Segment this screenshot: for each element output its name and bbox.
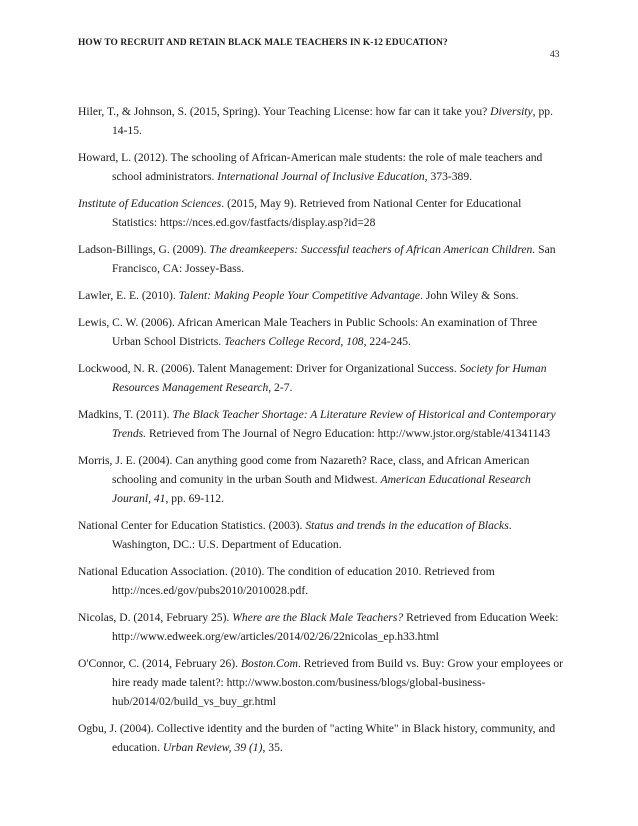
- reference-text: , 373-389.: [424, 170, 473, 183]
- reference-text: . Retrieved from Build vs. Buy: Grow your employees or hire ready made talent?: http://www.boston.com/business/blogs/global-business-hub/2014/02/build_vs_buy_gr.html: [112, 657, 563, 708]
- running-head: HOW TO RECRUIT AND RETAIN BLACK MALE TEACHERS IN K-12 EDUCATION?: [78, 38, 448, 48]
- reference-italic-text: Talent: Making People Your Competitive Advantage: [178, 289, 421, 302]
- reference-italic-text: The dreamkeepers: Successful teachers of African American Children.: [209, 243, 536, 256]
- reference-text: Ladson-Billings, G. (2009).: [78, 243, 210, 256]
- reference-entry: [78, 719, 564, 757]
- reference-italic-text: Boston.Com: [240, 657, 298, 670]
- reference-text: Hiler, T., & Johnson, S. (2015, Spring). Your Teaching License: how far can it take you?: [78, 105, 491, 118]
- reference-italic-text: Diversity: [490, 105, 533, 118]
- reference-entry: [78, 194, 564, 232]
- reference-entry: [78, 608, 564, 646]
- reference-text: Lawler, E. E. (2010).: [78, 289, 179, 302]
- reference-text: Lewis, C. W. (2006). African American Male Teachers in Public Schools: An examination of Three Urban School Districts.: [78, 316, 538, 348]
- reference-entry: [78, 148, 564, 186]
- reference-italic-text: Status and trends in the education of Blacks: [305, 519, 509, 532]
- reference-entry: [78, 516, 564, 554]
- reference-italic-text: International Journal of Inclusive Education: [217, 170, 425, 183]
- reference-italic-text: Teachers College Record, 108: [224, 335, 364, 348]
- reference-entry: [78, 286, 564, 305]
- reference-text: Nicolas, D. (2014, February 25).: [78, 611, 233, 624]
- reference-text: National Center for Education Statistics. (2003).: [78, 519, 306, 532]
- reference-entry: [78, 654, 564, 711]
- reference-text: , 35.: [262, 741, 283, 754]
- reference-entry: [78, 451, 564, 508]
- reference-italic-text: Society for Human Resources Management Research: [112, 362, 547, 394]
- reference-text: National Education Association. (2010). The condition of education 2010. Retrieved from http://nces.ed/gov/pubs2010/2010028.pdf.: [78, 565, 495, 597]
- reference-text: Morris, J. E. (2004). Can anything good come from Nazareth? Race, class, and African American schooling and comunity in the urban South and Midwest.: [78, 454, 530, 486]
- reference-entry: [78, 359, 564, 397]
- reference-text: San Francisco, CA: Jossey-Bass.: [112, 243, 556, 275]
- reference-italic-text: Institute of Education Sciences: [78, 197, 222, 210]
- reference-list: [78, 102, 564, 765]
- reference-italic-text: Urban Review, 39 (1): [162, 741, 263, 754]
- reference-text: . Washington, DC.: U.S. Department of Education.: [112, 519, 512, 551]
- reference-text: Madkins, T. (2011).: [78, 408, 173, 421]
- reference-text: , 224-245.: [363, 335, 411, 348]
- reference-text: . John Wiley & Sons.: [420, 289, 519, 302]
- reference-italic-text: Where are the Black Male Teachers?: [232, 611, 404, 624]
- reference-text: . (2015, May 9). Retrieved from National Center for Educational Statistics: https://nces.ed.gov/fastfacts/display.asp?id=28: [112, 197, 522, 229]
- reference-entry: [78, 562, 564, 600]
- reference-italic-text: The Black Teacher Shortage: A Literature Review of Historical and Contemporary Trends.: [112, 408, 556, 440]
- reference-text: Retrieved from The Journal of Negro Education: http://www.jstor.org/stable/41341143: [146, 427, 551, 440]
- reference-text: Howard, L. (2012). The schooling of African-American male students: the role of male teachers and school administrators.: [78, 151, 543, 183]
- page-number: 43: [550, 50, 560, 60]
- reference-entry: [78, 313, 564, 351]
- reference-entry: [78, 240, 564, 278]
- reference-text: Lockwood, N. R. (2006). Talent Management: Driver for Organizational Success.: [78, 362, 460, 375]
- reference-text: , pp. 69-112.: [165, 492, 224, 505]
- reference-text: O'Connor, C. (2014, February 26).: [78, 657, 241, 670]
- reference-italic-text: American Educational Research Jouranl, 41: [112, 473, 531, 505]
- reference-text: Retrieved from Education Week: http://www.edweek.org/ew/articles/2014/02/26/22nicolas_ep.h33.html: [112, 611, 559, 643]
- reference-text: Ogbu, J. (2004). Collective identity and the burden of "acting White" in Black history, community, and education.: [78, 722, 556, 754]
- reference-entry: [78, 102, 564, 140]
- reference-text: , 2-7.: [268, 381, 293, 394]
- reference-text: , pp. 14-15.: [112, 105, 553, 137]
- reference-entry: [78, 405, 564, 443]
